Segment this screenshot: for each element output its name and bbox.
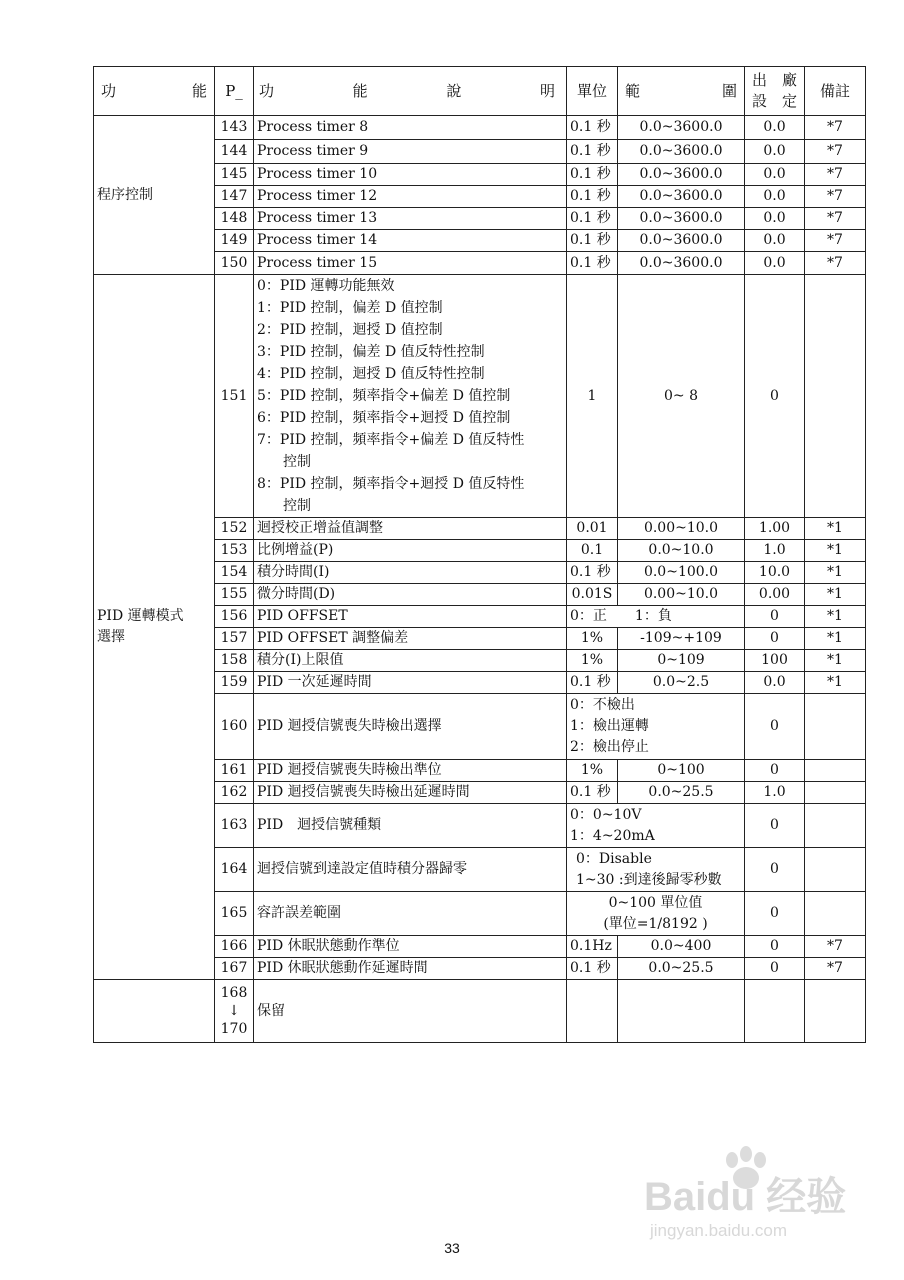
param-description: PID OFFSET 調整偏差 xyxy=(254,628,567,650)
option-line: 0~100 單位值 xyxy=(608,894,703,911)
param-unit: 0.1 秒 xyxy=(567,562,618,584)
param-note: *1 xyxy=(805,584,866,606)
param-description: PID OFFSET xyxy=(254,606,567,628)
param-number: 151 xyxy=(215,275,254,518)
header-unit: 單位 xyxy=(567,67,618,116)
param-range: 0.0~3600.0 xyxy=(618,140,745,164)
param-number: 152 xyxy=(215,518,254,540)
watermark-url: jingyan.baidu.com xyxy=(650,1221,788,1240)
param-number: 157 xyxy=(215,628,254,650)
param-number: 149 xyxy=(215,230,254,252)
param-unit: 0.1 秒 xyxy=(567,672,618,694)
param-note xyxy=(805,275,866,518)
param-range: 0.0~3600.0 xyxy=(618,230,745,252)
param-range: -109~+109 xyxy=(618,628,745,650)
param-note: *1 xyxy=(805,518,866,540)
param-range: 0.0~3600.0 xyxy=(618,186,745,208)
param-factory: 10.0 xyxy=(745,562,805,584)
option-line: 5：PID 控制，頻率指令+偏差 D 值控制 xyxy=(257,388,511,404)
param-description: 迴授信號到達設定值時積分器歸零 xyxy=(254,848,567,892)
option-line: 控制 xyxy=(283,498,311,514)
param-number: 163 xyxy=(215,804,254,848)
param-number: 162 xyxy=(215,782,254,804)
option-line: 0：0~10V xyxy=(570,806,642,823)
param-note: *7 xyxy=(805,936,866,958)
param-unit: 0.1 秒 xyxy=(567,958,618,980)
param-unit-range: 0：正 1：負 xyxy=(567,606,745,628)
param-number: 165 xyxy=(215,892,254,936)
param-factory: 0.00 xyxy=(745,584,805,606)
param-note xyxy=(805,782,866,804)
param-unit: 0.1Hz xyxy=(567,936,618,958)
param-number: 154 xyxy=(215,562,254,584)
group-pid-mode xyxy=(94,275,215,980)
option-line: (單位=1/8192 ) xyxy=(603,915,708,932)
param-factory: 0 xyxy=(745,804,805,848)
param-unit: 0.1 秒 xyxy=(567,208,618,230)
option-line: 8：PID 控制，頻率指令+迴授 D 值反特性 xyxy=(257,476,525,492)
param-number: 167 xyxy=(215,958,254,980)
param-options xyxy=(567,694,745,760)
param-description: 比例增益(P) xyxy=(254,540,567,562)
param-unit: 0.1 秒 xyxy=(567,186,618,208)
param-description: PID 一次延遲時間 xyxy=(254,672,567,694)
param-description: 積分時間(I) xyxy=(254,562,567,584)
param-range: 0.0~3600.0 xyxy=(618,252,745,275)
param-note: *7 xyxy=(805,958,866,980)
param-unit: 1 xyxy=(567,275,618,518)
param-description: 容許誤差範圍 xyxy=(254,892,567,936)
param-range: 0.0~10.0 xyxy=(618,540,745,562)
param-factory: 0 xyxy=(745,892,805,936)
param-factory: 0 xyxy=(745,694,805,760)
param-range: 0~109 xyxy=(618,650,745,672)
param-description: PID 迴授信號喪失時檢出選擇 xyxy=(254,694,567,760)
param-unit: 0.1 秒 xyxy=(567,230,618,252)
param-number: 166 xyxy=(215,936,254,958)
param-unit: 0.1 秒 xyxy=(567,140,618,164)
param-factory: 0.0 xyxy=(745,252,805,275)
param-factory: 0 xyxy=(745,760,805,782)
param-range: 0.00~10.0 xyxy=(618,518,745,540)
option-line: 4：PID 控制，迴授 D 值反特性控制 xyxy=(257,366,485,382)
param-description: 保留 xyxy=(254,980,567,1043)
header-param: P_ xyxy=(215,67,254,116)
param-description: Process timer 15 xyxy=(254,252,567,275)
param-factory: 0.0 xyxy=(745,672,805,694)
param-unit: 1% xyxy=(567,650,618,672)
param-note: *7 xyxy=(805,164,866,186)
param-number: 148 xyxy=(215,208,254,230)
param-note: *7 xyxy=(805,252,866,275)
param-description: PID 休眠狀態動作準位 xyxy=(254,936,567,958)
param-note: *7 xyxy=(805,186,866,208)
option-line: 1：檢出運轉 xyxy=(570,718,649,734)
param-number: 143 xyxy=(215,116,254,140)
empty-cell xyxy=(94,980,215,1043)
param-number: 144 xyxy=(215,140,254,164)
param-description: PID 休眠狀態動作延遲時間 xyxy=(254,958,567,980)
param-description: Process timer 13 xyxy=(254,208,567,230)
param-number: 160 xyxy=(215,694,254,760)
param-number-range: 168 ↓ 170 xyxy=(215,980,254,1043)
param-unit: 0.01 xyxy=(567,518,618,540)
param-note: *7 xyxy=(805,208,866,230)
param-range: 0.0~3600.0 xyxy=(618,208,745,230)
param-number: 158 xyxy=(215,650,254,672)
param-note xyxy=(805,804,866,848)
param-description: Process timer 12 xyxy=(254,186,567,208)
param-number: 145 xyxy=(215,164,254,186)
param-factory: 0 xyxy=(745,958,805,980)
param-unit: 0.1 秒 xyxy=(567,782,618,804)
param-note: *7 xyxy=(805,116,866,140)
option-line: 1：PID 控制，偏差 D 值控制 xyxy=(257,300,443,316)
header-factory: 出 廠 設 定 xyxy=(745,67,805,116)
param-factory: 1.0 xyxy=(745,782,805,804)
empty-cell xyxy=(618,980,745,1043)
param-unit: 0.1 xyxy=(567,540,618,562)
param-note: *1 xyxy=(805,606,866,628)
param-factory: 0.0 xyxy=(745,186,805,208)
param-note: *1 xyxy=(805,650,866,672)
param-factory: 0 xyxy=(745,848,805,892)
param-factory: 0.0 xyxy=(745,164,805,186)
param-factory: 0 xyxy=(745,606,805,628)
param-description: PID 迴授信號喪失時檢出準位 xyxy=(254,760,567,782)
param-description-options xyxy=(254,275,567,518)
param-note xyxy=(805,760,866,782)
param-factory: 0 xyxy=(745,628,805,650)
option-line: 2：檢出停止 xyxy=(570,739,649,755)
table-row xyxy=(94,116,866,140)
param-factory: 1.0 xyxy=(745,540,805,562)
watermark-brand: Baidu 经验 xyxy=(644,1175,847,1219)
page-number: 33 xyxy=(444,1240,460,1256)
baidu-jingyan-watermark xyxy=(640,1140,870,1250)
param-factory: 1.00 xyxy=(745,518,805,540)
param-factory: 0 xyxy=(745,936,805,958)
param-description: Process timer 14 xyxy=(254,230,567,252)
param-range: 0.0~2.5 xyxy=(618,672,745,694)
param-range: 0.0~100.0 xyxy=(618,562,745,584)
param-note: *1 xyxy=(805,562,866,584)
param-factory: 0 xyxy=(745,275,805,518)
table-row-reserved xyxy=(94,980,866,1043)
param-range: 0.0~400 xyxy=(618,936,745,958)
param-range: 0.0~3600.0 xyxy=(618,164,745,186)
param-options xyxy=(567,804,745,848)
param-factory: 0.0 xyxy=(745,230,805,252)
option-line: 3：PID 控制，偏差 D 值反特性控制 xyxy=(257,344,485,360)
param-range: 0.0~25.5 xyxy=(618,782,745,804)
param-factory: 0.0 xyxy=(745,208,805,230)
table-row xyxy=(94,275,866,518)
option-line: 1：4~20mA xyxy=(570,827,655,844)
param-factory: 0.0 xyxy=(745,116,805,140)
param-number: 147 xyxy=(215,186,254,208)
param-description: Process timer 9 xyxy=(254,140,567,164)
param-number: 161 xyxy=(215,760,254,782)
empty-cell xyxy=(745,980,805,1043)
param-note xyxy=(805,848,866,892)
param-description: 積分(I)上限值 xyxy=(254,650,567,672)
param-range: 0.0~3600.0 xyxy=(618,116,745,140)
header-function: 功 能 xyxy=(94,67,215,116)
header-note: 備註 xyxy=(805,67,866,116)
param-description: 迴授校正增益值調整 xyxy=(254,518,567,540)
header-row xyxy=(94,67,866,116)
param-range: 0.00~10.0 xyxy=(618,584,745,606)
param-range: 0.0~25.5 xyxy=(618,958,745,980)
param-number: 155 xyxy=(215,584,254,606)
group-program-control: 程序控制 xyxy=(94,116,215,275)
param-note: *1 xyxy=(805,672,866,694)
param-factory: 0.0 xyxy=(745,140,805,164)
option-line: 0：Disable xyxy=(576,850,652,867)
param-number: 164 xyxy=(215,848,254,892)
param-description: Process timer 8 xyxy=(254,116,567,140)
param-note: *1 xyxy=(805,628,866,650)
param-range: 0~100 xyxy=(618,760,745,782)
header-description: 功 能 說 明 xyxy=(254,67,567,116)
empty-cell xyxy=(805,980,866,1043)
param-note: *7 xyxy=(805,140,866,164)
param-unit: 1% xyxy=(567,628,618,650)
param-description: PID 迴授信號喪失時檢出延遲時間 xyxy=(254,782,567,804)
param-unit: 1% xyxy=(567,760,618,782)
param-description: Process timer 10 xyxy=(254,164,567,186)
option-line: 6：PID 控制，頻率指令+迴授 D 值控制 xyxy=(257,410,511,426)
option-line: 0：PID 運轉功能無效 xyxy=(257,278,395,294)
param-options xyxy=(567,892,745,936)
param-unit: 0.1 秒 xyxy=(567,164,618,186)
param-description: PID 迴授信號種類 xyxy=(254,804,567,848)
param-number: 153 xyxy=(215,540,254,562)
param-unit: 0.01S xyxy=(567,584,618,606)
param-unit: 0.1 秒 xyxy=(567,116,618,140)
option-line: 0：不檢出 xyxy=(570,697,635,713)
param-number: 159 xyxy=(215,672,254,694)
param-unit: 0.1 秒 xyxy=(567,252,618,275)
parameter-table xyxy=(93,66,866,1043)
param-note: *1 xyxy=(805,540,866,562)
option-line: 7：PID 控制，頻率指令+偏差 D 值反特性 xyxy=(257,432,525,448)
option-line: 2：PID 控制，迴授 D 值控制 xyxy=(257,322,443,338)
param-description: 微分時間(D) xyxy=(254,584,567,606)
param-factory: 100 xyxy=(745,650,805,672)
param-options xyxy=(567,848,745,892)
option-line: 控制 xyxy=(283,454,311,470)
param-note: *7 xyxy=(805,230,866,252)
empty-cell xyxy=(567,980,618,1043)
group-pid-line: 選擇 xyxy=(97,629,125,645)
param-range: 0~ 8 xyxy=(618,275,745,518)
option-line: 1~30 :到達後歸零秒數 xyxy=(576,871,722,888)
header-range: 範 圍 xyxy=(618,67,745,116)
param-number: 156 xyxy=(215,606,254,628)
param-note xyxy=(805,892,866,936)
param-number: 150 xyxy=(215,252,254,275)
param-note xyxy=(805,694,866,760)
group-pid-line: PID 運轉模式 xyxy=(97,608,184,624)
